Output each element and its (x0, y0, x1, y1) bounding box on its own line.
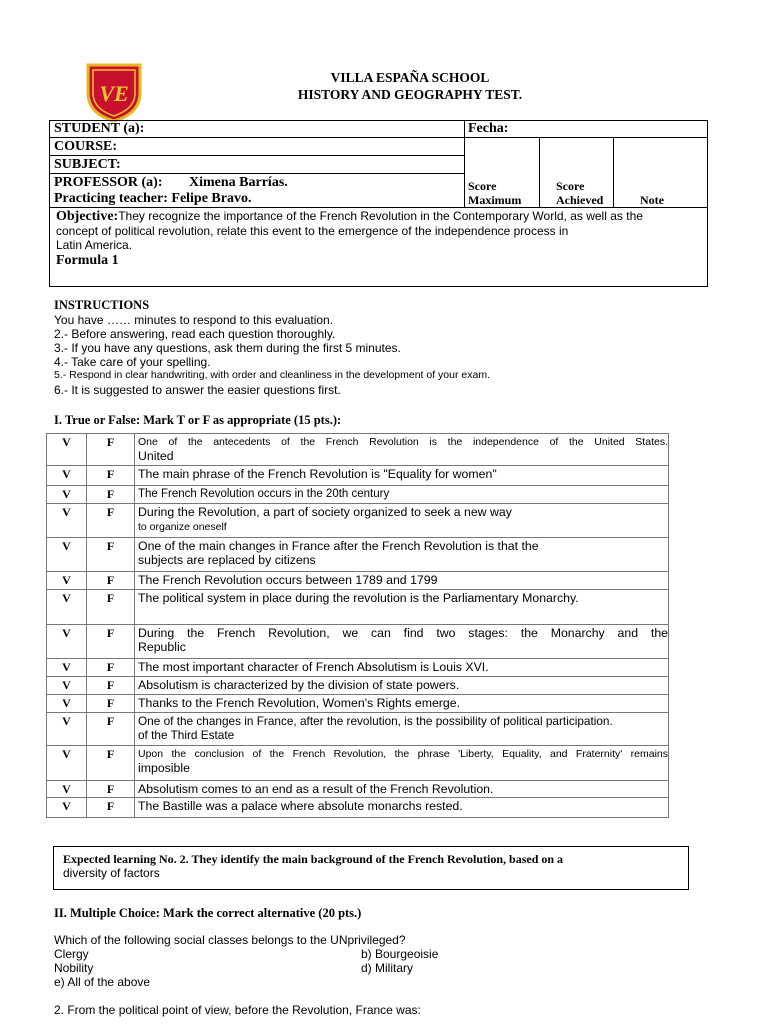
table-row (47, 781, 669, 798)
practicing-teacher: Practicing teacher: Felipe Bravo. (54, 191, 252, 206)
score-max-label-2: Maximum (468, 193, 522, 207)
question-1: Which of the following social classes belongs to the UNprivileged? (54, 933, 406, 947)
table-row (47, 625, 669, 659)
statement-text: The political system in place during the revolution is the Parliamentary Monarchy. (138, 591, 579, 605)
instruction-item: 3.- If you have any questions, ask them during the first 5 minutes. (54, 341, 401, 355)
table-row (47, 434, 669, 466)
false-option[interactable]: F (87, 572, 135, 590)
objective-block (56, 209, 704, 270)
false-option[interactable]: F (87, 466, 135, 486)
option-e[interactable]: e) All of the above (54, 975, 151, 989)
statement-text: During the French Revolution, we can find two stages: the Monarchy and the (138, 626, 668, 640)
statement-text-cont: United (138, 449, 174, 463)
statement-text: The main phrase of the French Revolution is "Equality for women" (138, 467, 497, 481)
option-c[interactable]: Nobility (54, 961, 94, 975)
true-option[interactable]: V (47, 625, 87, 659)
statement-cell (135, 746, 669, 781)
objective-text-3: Latin America. (56, 238, 133, 252)
expected-learning-text-cont: diversity of factors (63, 866, 160, 880)
false-option[interactable]: F (87, 746, 135, 781)
fecha-label: Fecha: (468, 121, 509, 136)
statement-text: The French Revolution occurs between 1789 and 1799 (138, 573, 438, 587)
statement-cell (135, 504, 669, 538)
formula-label: Formula 1 (56, 253, 119, 268)
student-label: STUDENT (a): (54, 121, 145, 136)
objective-label: Objective: (56, 209, 119, 224)
statement-cell (135, 590, 669, 625)
row-divider (49, 173, 464, 174)
statement-text: The Bastille was a palace where absolute monarchs rested. (138, 799, 463, 813)
true-option[interactable]: V (47, 504, 87, 538)
true-false-table (46, 433, 669, 818)
score-achieved-label-2: Achieved (556, 193, 604, 207)
false-option[interactable]: F (87, 798, 135, 818)
professor-name: Ximena Barrías. (189, 175, 288, 190)
instruction-item: 6.- It is suggested to answer the easier questions first. (54, 383, 341, 397)
course-label: COURSE: (54, 139, 118, 154)
table-row (47, 486, 669, 504)
true-option[interactable]: V (47, 746, 87, 781)
statement-text-cont: imposible (138, 761, 190, 775)
statement-cell (135, 713, 669, 746)
true-option[interactable]: V (47, 781, 87, 798)
statement-cell (135, 798, 669, 818)
instruction-item: 5.- Respond in clear handwriting, with order and cleanliness in the development of your exam. (54, 369, 490, 381)
row-divider (49, 155, 464, 156)
table-row (47, 466, 669, 486)
row-divider (49, 207, 708, 208)
statement-cell (135, 625, 669, 659)
statement-text-cont: of the Third Estate (138, 728, 235, 742)
statement-text-cont: to organize oneself (138, 521, 227, 533)
note-label: Note (640, 193, 664, 207)
true-option[interactable]: V (47, 713, 87, 746)
table-row (47, 746, 669, 781)
false-option[interactable]: F (87, 781, 135, 798)
true-option[interactable]: V (47, 798, 87, 818)
expected-learning-text: Expected learning No. 2. They identify the main background of the French Revolution, based on a (63, 852, 564, 866)
col-divider (613, 137, 614, 207)
true-option[interactable]: V (47, 590, 87, 625)
statement-text: One of the changes in France, after the revolution, is the possibility of political participation. (138, 714, 613, 728)
subject-label: SUBJECT: (54, 157, 121, 172)
statement-cell (135, 434, 669, 466)
true-option[interactable]: V (47, 538, 87, 572)
logo-lettering: VE (99, 81, 129, 106)
table-row (47, 798, 669, 818)
statement-text-cont: subjects are replaced by citizens (138, 553, 316, 567)
instructions-title: INSTRUCTIONS (54, 298, 150, 312)
true-option[interactable]: V (47, 695, 87, 713)
score-achieved-label-1: Score (556, 179, 585, 193)
statement-cell (135, 572, 669, 590)
statement-cell (135, 781, 669, 798)
section-1-title: I. True or False: Mark T or F as appropriate (15 pts.): (54, 413, 342, 427)
false-option[interactable]: F (87, 538, 135, 572)
instruction-item: You have …… minutes to respond to this evaluation. (54, 313, 334, 327)
school-name: VILLA ESPAÑA SCHOOL (330, 70, 490, 85)
table-row (47, 572, 669, 590)
table-row (47, 713, 669, 746)
statement-text: Upon the conclusion of the French Revolution, the phrase 'Liberty, Equality, and Fraternity' remains (138, 748, 668, 760)
false-option[interactable]: F (87, 695, 135, 713)
table-row (47, 677, 669, 695)
option-a[interactable]: Clergy (54, 947, 89, 961)
statement-cell (135, 538, 669, 572)
instruction-item: 4.- Take care of your spelling. (54, 355, 211, 369)
false-option[interactable]: F (87, 625, 135, 659)
statement-text: Absolutism comes to an end as a result of the French Revolution. (138, 782, 494, 796)
statement-text: Thanks to the French Revolution, Women's Rights emerge. (138, 696, 460, 710)
statement-text: The most important character of French Absolutism is Louis XVI. (138, 660, 489, 674)
professor-label: PROFESSOR (a): (54, 175, 163, 190)
true-option[interactable]: V (47, 434, 87, 466)
objective-text-1: They recognize the importance of the French Revolution in the Contemporary World, as well as the (118, 209, 643, 223)
question-2: 2. From the political point of view, before the Revolution, France was: (54, 1003, 421, 1017)
statement-cell (135, 659, 669, 677)
statement-text: Absolutism is characterized by the division of state powers. (138, 678, 460, 692)
table-row (47, 538, 669, 572)
col-divider (539, 137, 540, 207)
false-option[interactable]: F (87, 590, 135, 625)
false-option[interactable]: F (87, 677, 135, 695)
true-option[interactable]: V (47, 677, 87, 695)
true-option[interactable]: V (47, 659, 87, 677)
statement-text-cont: Republic (138, 640, 186, 654)
statement-text: The French Revolution occurs in the 20th century (138, 488, 390, 500)
statement-cell (135, 466, 669, 486)
statement-cell (135, 486, 669, 504)
table-row (47, 695, 669, 713)
statement-text: During the Revolution, a part of society organized to seek a new way (138, 505, 512, 519)
statement-text: One of the main changes in France after the French Revolution is that the (138, 539, 539, 553)
false-option[interactable]: F (87, 504, 135, 538)
false-option[interactable]: F (87, 659, 135, 677)
false-option[interactable]: F (87, 434, 135, 466)
false-option[interactable]: F (87, 713, 135, 746)
row-divider (49, 137, 708, 138)
instruction-item: 2.- Before answering, read each question thoroughly. (54, 327, 336, 341)
option-d[interactable]: d) Military (361, 961, 414, 975)
col-divider (464, 120, 465, 207)
true-option[interactable]: V (47, 486, 87, 504)
table-row (47, 590, 669, 625)
table-row (47, 504, 669, 538)
expected-learning-box (53, 846, 689, 890)
true-option[interactable]: V (47, 466, 87, 486)
section-2-title: II. Multiple Choice: Mark the correct alternative (20 pts.) (54, 906, 362, 920)
score-max-label-1: Score (468, 179, 497, 193)
test-title: HISTORY AND GEOGRAPHY TEST. (297, 87, 523, 102)
false-option[interactable]: F (87, 486, 135, 504)
table-row (47, 659, 669, 677)
school-crest-logo (84, 63, 144, 123)
objective-text-2: concept of political revolution, relate this event to the emergence of the independence process in (56, 224, 569, 238)
statement-cell (135, 695, 669, 713)
option-b[interactable]: b) Bourgeoisie (361, 947, 439, 961)
true-option[interactable]: V (47, 572, 87, 590)
statement-text: One of the antecedents of the French Revolution is the independence of the United States. (138, 436, 668, 448)
statement-cell (135, 677, 669, 695)
